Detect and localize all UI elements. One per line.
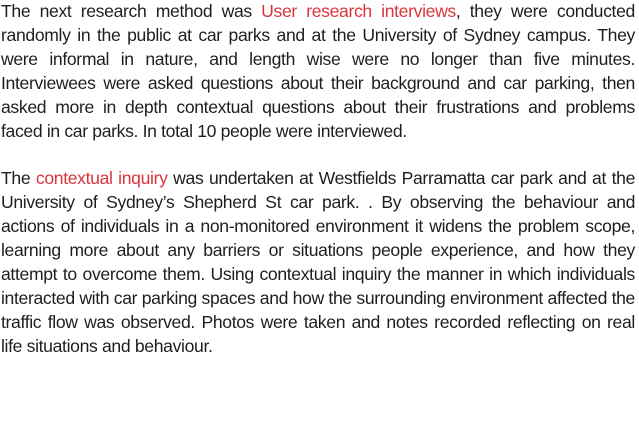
paragraph-2-text-after: was undertaken at Westfields Parramatta car park and at the University of Sydney’s Shepherd St car park. . By observing the behaviour and actions of individuals in a non-monitored environment it widens the problem scope, learning more about any barriers or situations people experience, and how they attempt to overcome them. Using contextual inquiry the manner in which individuals interacted with car parking spaces and how the surrounding environment affected the traffic flow was observed. Photos were taken and notes recorded reflecting on real life situations and behaviour.: [1, 168, 636, 356]
paragraph-1-text-after: , they were conducted randomly in the public at car parks and at the University of Sydney campus. They were informal in nature, and length wise were no longer than five minutes. Interviewees were asked questions about their background and car parking, then asked more in depth contextual questions about their frustrations and problems faced in car parks. In total 10 people were interviewed.: [1, 1, 635, 141]
paragraph-2-text-before: The: [1, 168, 36, 189]
paragraph-contextual-inquiry: [1, 167, 635, 358]
paragraph-user-interviews: [1, 0, 635, 143]
paragraph-1-text-before: The next research method was: [1, 1, 262, 21]
user-research-interviews-link[interactable]: User research interviews: [261, 1, 456, 21]
document-body: [1, 0, 635, 359]
contextual-inquiry-link[interactable]: contextual inquiry: [35, 168, 168, 189]
